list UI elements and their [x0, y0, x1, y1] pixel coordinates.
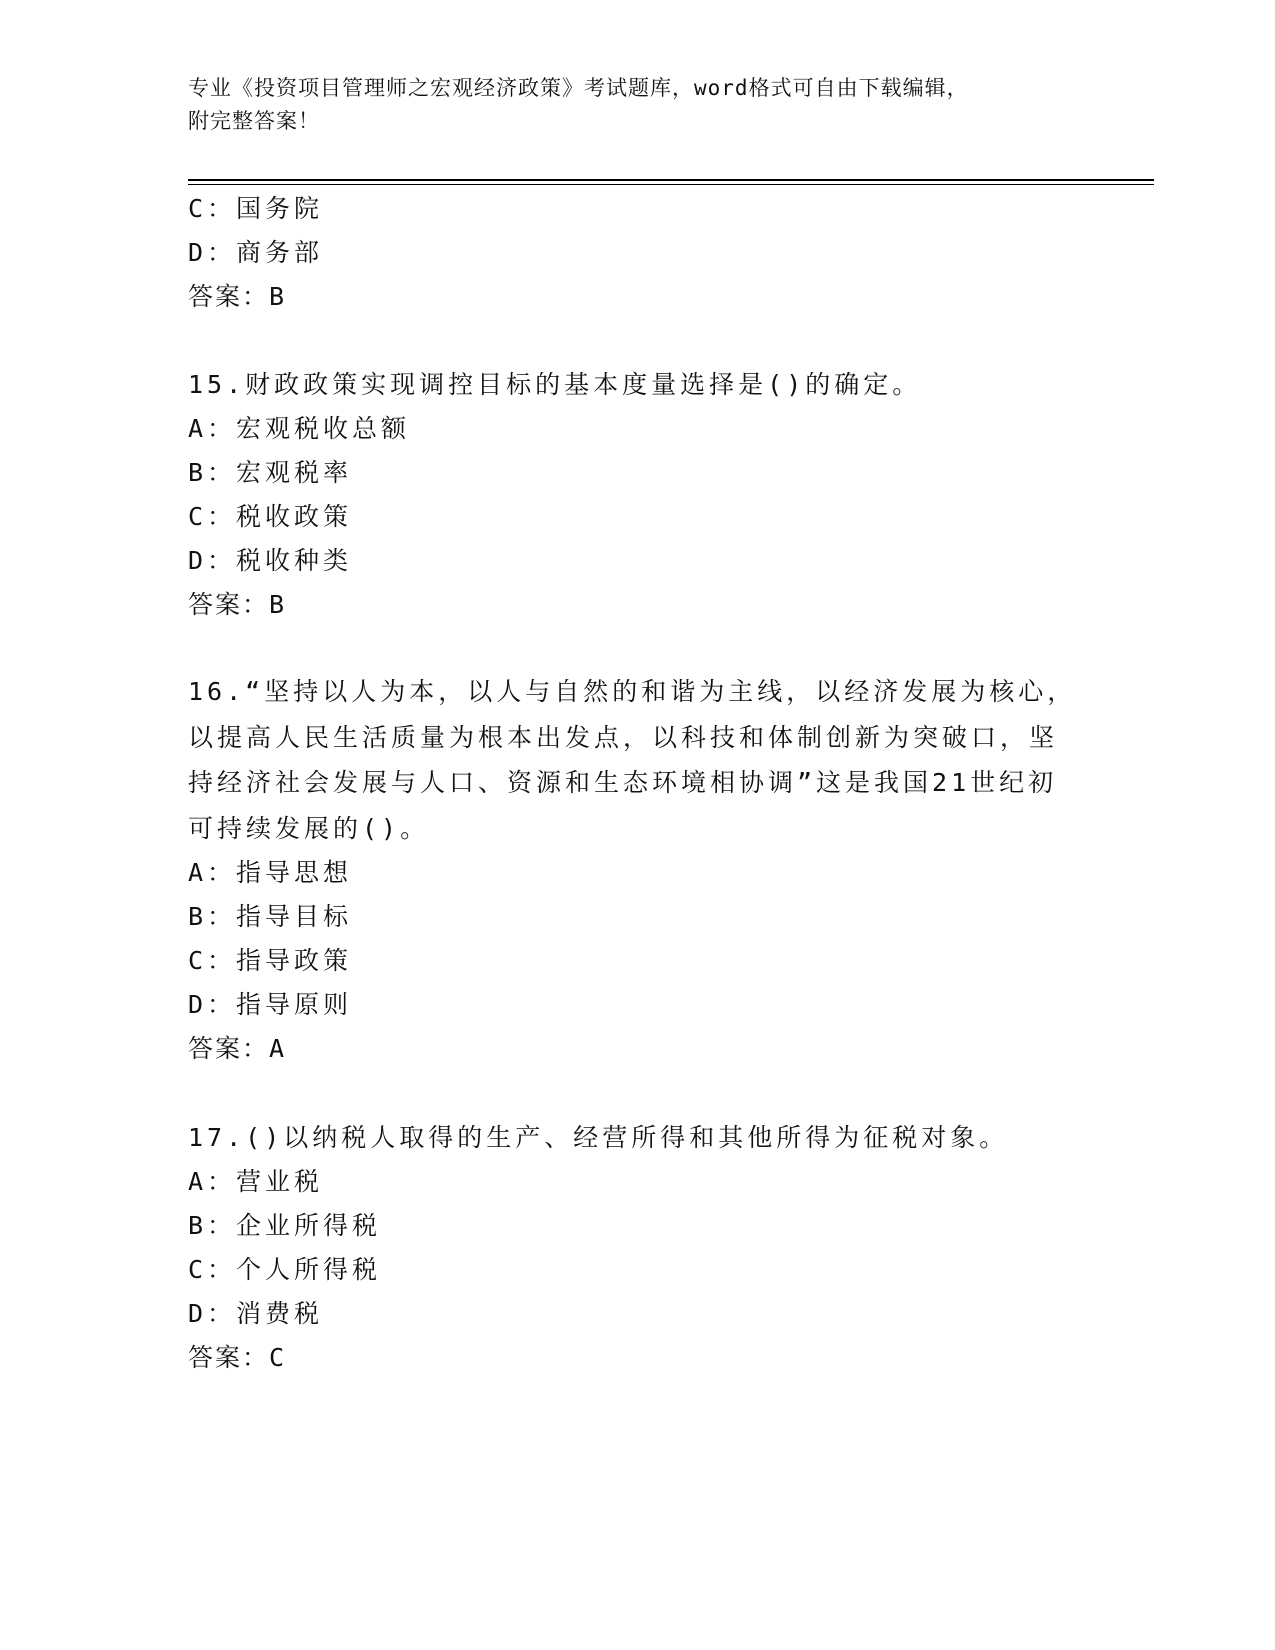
- q15-option-b: B：宏观税率: [188, 458, 353, 487]
- q16-option-a: A：指导思想: [188, 858, 353, 887]
- q15-option-c: C：税收政策: [188, 502, 353, 531]
- q14-option-c: C：国务院: [188, 194, 324, 223]
- document-header: [188, 72, 1088, 138]
- header-divider-thick: [188, 179, 1154, 181]
- q16-stem-line-2: 以提高人民生活质量为根本出发点，以科技和体制创新为突破口，坚: [188, 722, 1059, 752]
- q17-option-d: D：消费税: [188, 1299, 324, 1328]
- q14-answer: 答案：B: [188, 282, 287, 311]
- q17-option-c: C：个人所得税: [188, 1255, 382, 1284]
- q17-option-b: B：企业所得税: [188, 1211, 382, 1240]
- q16-option-d: D：指导原则: [188, 990, 353, 1019]
- q14-option-d: D：商务部: [188, 238, 324, 267]
- q15-answer: 答案：B: [188, 590, 287, 619]
- q16-stem: [188, 669, 1088, 851]
- q16-stem-line-1: 16.“坚持以人为本，以人与自然的和谐为主线，以经济发展为核心，: [188, 677, 1077, 706]
- q15-option-d: D：税收种类: [188, 546, 353, 575]
- header-divider-thin: [188, 184, 1154, 185]
- q16-stem-line-4: 可持续发展的()。: [188, 813, 430, 843]
- header-line-1: 专业《投资项目管理师之宏观经济政策》考试题库，word格式可自由下载编辑，: [188, 76, 969, 100]
- q17-stem: 17.()以纳税人取得的生产、经营所得和其他所得为征税对象。: [188, 1123, 1009, 1152]
- header-line-2: 附完整答案！: [188, 109, 320, 133]
- q16-option-b: B：指导目标: [188, 902, 353, 931]
- q16-stem-line-3: 持经济社会发展与人口、资源和生态环境相协调”这是我国21世纪初: [188, 768, 1058, 797]
- q17-answer: 答案：C: [188, 1343, 287, 1372]
- q17-option-a: A：营业税: [188, 1167, 324, 1196]
- q16-answer: 答案：A: [188, 1034, 287, 1063]
- q16-option-c: C：指导政策: [188, 946, 353, 975]
- q15-stem: 15.财政政策实现调控目标的基本度量选择是()的确定。: [188, 370, 922, 399]
- q15-option-a: A：宏观税收总额: [188, 414, 411, 443]
